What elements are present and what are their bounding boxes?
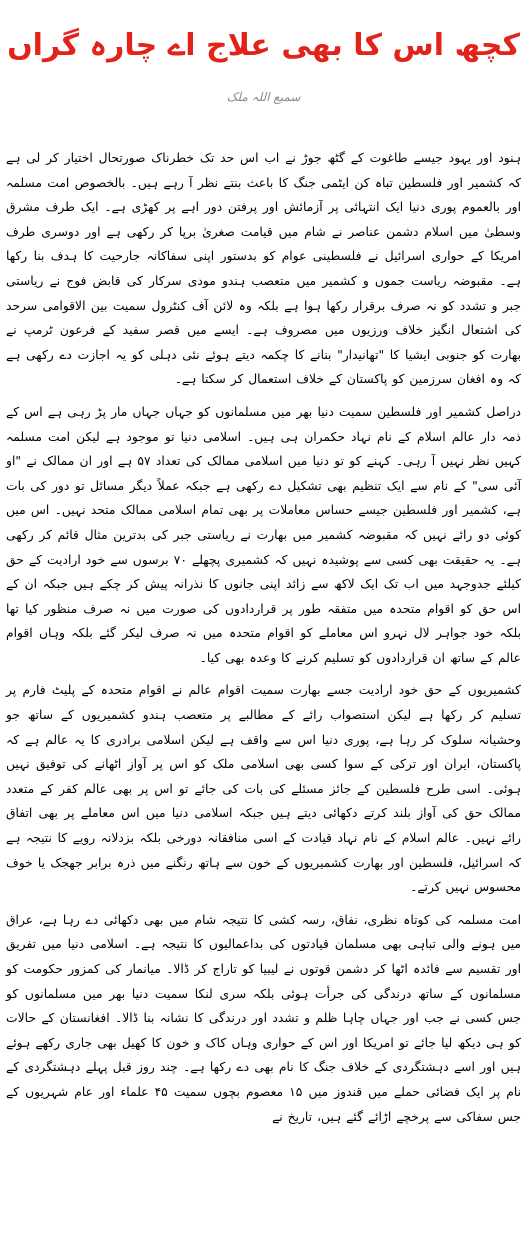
article-headline: کچھ اس کا بھی علاج اے چارہ گراں <box>7 28 520 63</box>
article-paragraph: کشمیریوں کے حق خود ارادیت جسے بھارت سمیت اقوام عالم نے اقوام متحدہ کے پلیٹ فارم پر تسلیم کر رکھا ہے لیکن استصواب رائے کے مطالبے پر متعصب ہندو کشمیریوں کے ساتھ جو وحشیانہ سلوک کر رہا ہے، پوری دنیا اس سے واقف ہے لیکن اسلامی برادری کا یہ عالم ہے کہ پاکستان، ایران اور ترکی کے سوا کسی بھی اسلامی ملک کو اس پر آواز اٹھانے کی توفیق نہیں ہوئی۔ اسی طرح فلسطین کے جائز مسئلے کی بات کی جائے تو اس پر بھی عالم کفر کے متعدد ممالک حق کی آواز بلند کرتے دکھائی دیتے ہیں جبکہ اسلامی دنیا میں اس معاملے پر بھی اتفاق رائے نہیں۔ عالم اسلام کے نام نہاد قیادت کے اسی منافقانہ دورخی بلکہ بزدلانہ رویے کا نتیجہ ہے کہ اسرائیل، فلسطین اور بھارت کشمیریوں کے خون سے ہاتھ رنگنے میں ذرہ برابر جھجک یا خوف محسوس نہیں کرتے۔ <box>6 683 521 895</box>
article-paragraph: ہنود اور یہود جیسے طاغوت کے گٹھ جوڑ نے اب اس حد تک خطرناک صورتحال اختیار کر لی ہے کہ کشمیر اور فلسطین تباہ کن ایٹمی جنگ کا باعث بنتے نظر آ رہے ہیں۔ بالخصوص امت مسلمہ اور بالعموم پوری دنیا ایک انتہائی پر آزمائش اور پرفتن دور اہے پر کھڑی ہے۔ ایک طرف مشرق وسطیٰ میں اسلام دشمن عناصر نے شام میں قیامت صغریٰ برپا کر رکھی ہے اور دوسری طرف امریکا کے حواری اسرائیل نے فلسطینی عوام کو بدستور اپنی سفاکانہ جارحیت کا ہدف بنا رکھا ہے۔ مقبوضہ ریاست جموں و کشمیر میں متعصب ہندو مودی سرکار کی قابض فوج نے ریاستی جبر و تشدد کو نہ صرف برقرار رکھا ہوا ہے بلکہ وہ لائن آف کنٹرول سمیت بین الاقوامی سرحد کی اشتعال انگیز خلاف ورزیوں میں مصروف ہے۔ ایسے میں قصر سفید کے فرعون ٹرمپ نے بھارت کو جنوبی ایشیا کا "تھانیدار" بنانے کا چکمہ دیتے ہوئے نئی دہلی کو یہ اجازت دے رکھی ہے کہ وہ افغان سرزمین کو پاکستان کے خلاف استعمال کر سکتا ہے۔ <box>6 151 521 387</box>
article-body <box>6 146 521 1129</box>
article-paragraph: دراصل کشمیر اور فلسطین سمیت دنیا بھر میں مسلمانوں کو جہاں جہاں مار پڑ رہی ہے اس کے ذمہ دار عالم اسلام کے نام نہاد حکمران ہی ہیں۔ اسلامی دنیا تو موجود ہے لیکن امت مسلمہ کہیں نظر نہیں آ رہی۔ کہنے کو تو دنیا میں اسلامی ممالک کی تعداد ۵۷ ہے اور ان ممالک نے "او آئی سی" کے نام سے ایک تنظیم بھی تشکیل دے رکھی ہے جبکہ عملاً دیگر مسائل تو دور کی بات ہے، کشمیر اور فلسطین جیسے حساس معاملات پر بھی تمام اسلامی ممالک متحد نہیں۔ اس میں کوئی دو رائے نہیں کہ مقبوضہ کشمیر میں بھارت نے ریاستی جبر کی بدترین مثال قائم کر رکھی ہے۔ یہ حقیقت بھی کسی سے پوشیدہ نہیں کہ کشمیری پچھلے ۷۰ برسوں سے خود ارادیت کے حق کیلئے جدوجہد میں اب تک ایک لاکھ سے زائد اپنی جانوں کا نذرانہ پیش کر چکے ہیں جبکہ ان کے اس حق کو اقوام متحدہ میں متفقہ طور پر قراردادوں کی صورت میں نہ صرف منظور کیا تھا بلکہ خود جواہر لال نہرو اس معاملے کو اقوام متحدہ میں نہ صرف لیکر گئے بلکہ وہاں اقوام عالم کے ساتھ ان قراردادوں کو تسلیم کرنے کا وعدہ بھی کیا۔ <box>6 404 521 665</box>
article-paragraph: امت مسلمہ کی کوتاہ نظری، نفاق، رسہ کشی کا نتیجہ شام میں بھی دکھائی دے رہا ہے، عراق میں ہونے والی تباہی بھی مسلمان قیادتوں کی بداعمالیوں کا نتیجہ ہے۔ اسلامی دنیا میں تفریق اور تقسیم سے فائدہ اٹھا کر دشمن قوتوں نے لیبیا کو تاراج کر ڈالا۔ میانمار کی کمزور حکومت کو مسلمانوں کے ساتھ درندگی کی جرأت ہوئی بلکہ سری لنکا سمیت دنیا بھر میں مسلمانوں کو جس کسی نے جب اور جہاں چاہا ظلم و تشدد اور درندگی کا نشانہ بنا ڈالا۔ افغانستان کے حالات کو ہی دیکھ لیا جائے تو امریکا اور اس کے حواری وہاں کاک و خون کا کھیل بھی جاری رکھے ہوئے ہیں اور اسے دہشتگردی کے خلاف جنگ کا نام بھی دے رکھا ہے۔ چند روز قبل پہلے دہشتگردی کے نام پر ایک فضائی حملے میں قندوز میں ۱۵ معصوم بچوں سمیت ۴۵ علماء اور عام شہریوں کے جس سفاکی سے پرخچے اڑائے گئے ہیں، تاریخ نے <box>6 912 521 1124</box>
author-byline: سمیع اللہ ملک <box>226 90 301 104</box>
